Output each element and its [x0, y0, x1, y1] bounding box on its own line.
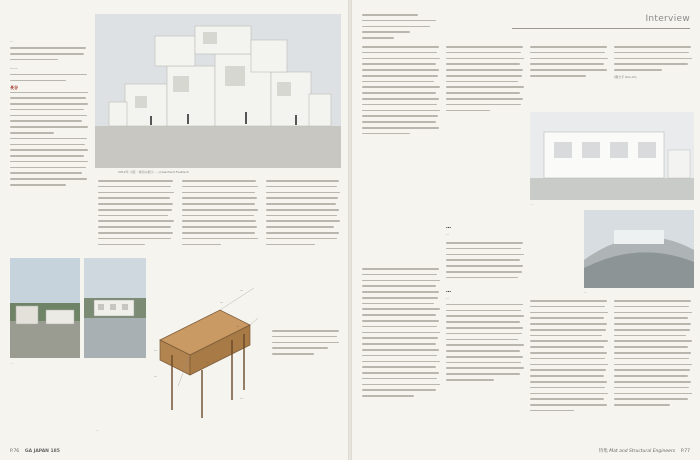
- right-lower-column-1: [362, 268, 442, 428]
- header-rule: [512, 28, 690, 29]
- right-lower-column-4: [614, 300, 694, 428]
- section-subheading-2: …: [446, 295, 450, 300]
- text-lines: [10, 47, 90, 60]
- credits-block: [362, 14, 442, 44]
- middle-text-column-1: [98, 180, 176, 258]
- right-text-column-1: [362, 46, 442, 266]
- intro-paragraph: …: [10, 39, 14, 43]
- building-exterior-photo: [530, 112, 694, 200]
- page-number-right: P.77: [680, 449, 690, 454]
- left-text-column: [10, 38, 90, 258]
- diagram-side-note: [272, 330, 342, 390]
- folio-left: [10, 449, 60, 454]
- page-number-left: P.76: [10, 449, 20, 454]
- diagram-label-1: …: [240, 288, 244, 292]
- pavilion-illustration: [95, 14, 341, 168]
- section-tag: Interview: [645, 14, 690, 24]
- diagram-caption: …: [96, 428, 99, 432]
- pavilion-photo: [95, 14, 341, 168]
- right-lower-column-2: [446, 242, 526, 428]
- interviewer-signature: (聞き手 Kan-ch): [614, 74, 637, 79]
- outdoor-photo-caption-1: …: [10, 361, 13, 365]
- section-heading-1: …: [446, 224, 451, 230]
- feature-label: 特集: [598, 449, 608, 454]
- middle-text-column-3: [266, 180, 342, 258]
- diagram-label-2: …: [220, 300, 224, 304]
- diagram-label-4: …: [154, 348, 158, 352]
- building-photo-caption: …: [530, 202, 533, 206]
- outdoor-photo-1: [10, 258, 80, 358]
- interior-photo-caption: …: [584, 290, 587, 294]
- outdoor-photo-2: [84, 258, 146, 358]
- feature-title: Mat and Structural Engineers: [609, 449, 676, 454]
- qa-separator: ——: [10, 64, 18, 70]
- diagram-label-5: …: [206, 360, 210, 364]
- speaker-label: 長谷: [10, 85, 18, 91]
- right-text-column-2: [446, 46, 526, 266]
- section-subheading-1: …: [446, 232, 450, 236]
- left-page: [0, 0, 348, 460]
- diagram-label-6: …: [154, 374, 158, 378]
- folio-right: [599, 448, 690, 454]
- pavilion-photo-caption: 2012年 大阪・梅田の展示 … (c)Gerhard Foetzsch: [118, 170, 189, 174]
- interior-photo: [584, 210, 694, 288]
- right-text-column-4: [614, 46, 694, 106]
- structure-diagram: [150, 270, 260, 420]
- right-page: [352, 0, 700, 460]
- magazine-name: GA JAPAN 185: [24, 449, 60, 454]
- right-text-column-3: [530, 46, 610, 106]
- diagram-label-3: …: [236, 324, 240, 328]
- right-lower-column-3: [530, 300, 610, 428]
- diagram-label-7: …: [240, 396, 244, 400]
- middle-text-column-2: [182, 180, 260, 258]
- section-heading-2: …: [446, 288, 451, 295]
